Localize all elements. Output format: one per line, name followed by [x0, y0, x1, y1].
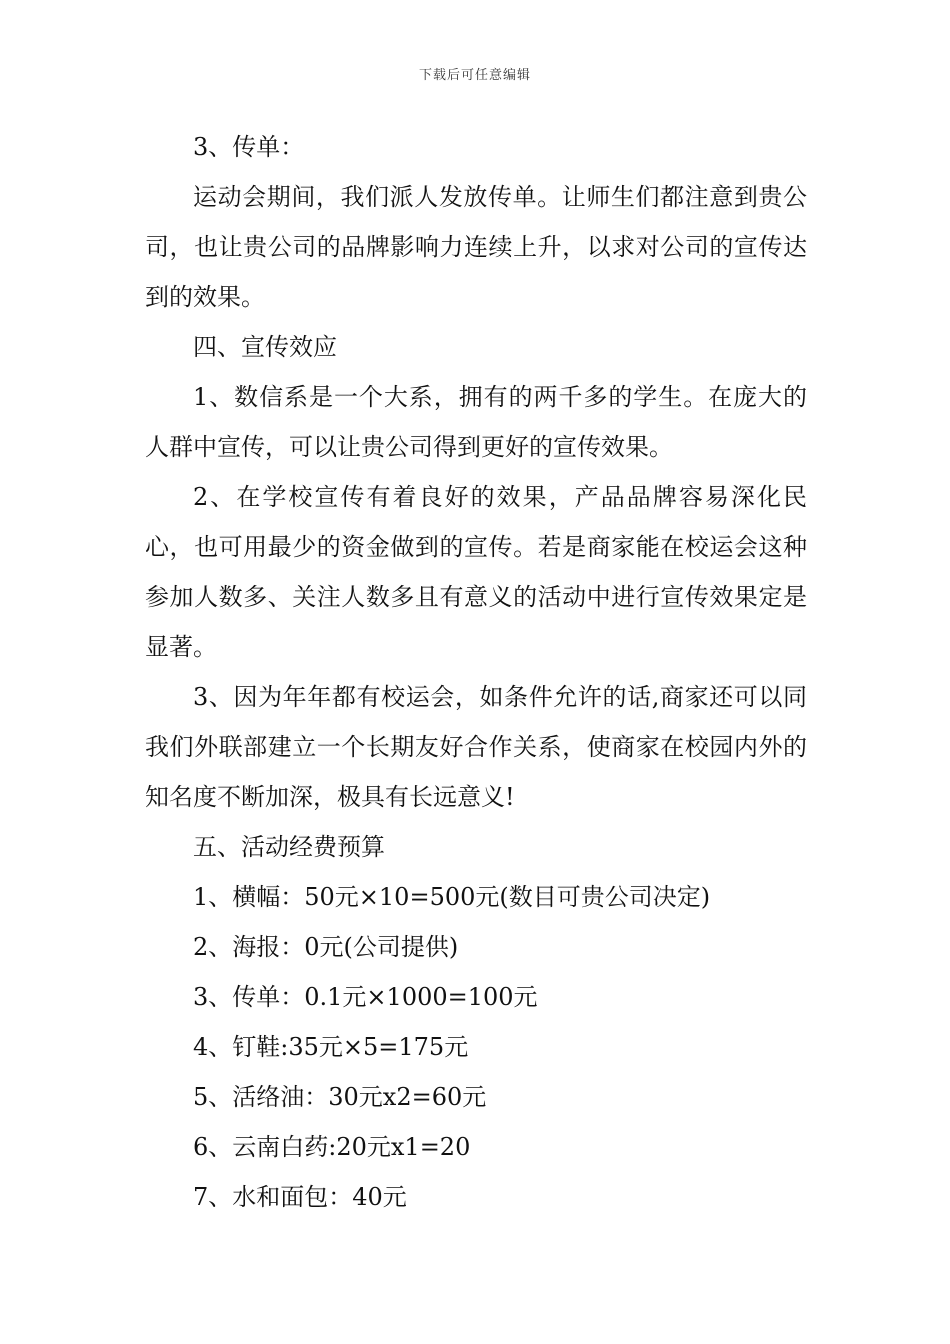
- section-heading-publicity-effect: 四、宣传效应: [193, 333, 337, 361]
- budget-item-water-bread: 7、水和面包：40元: [193, 1183, 407, 1211]
- budget-item-oil: 5、活络油：30元x2=60元: [193, 1083, 487, 1111]
- budget-item-spikes: 4、钉鞋:35元×5=175元: [193, 1033, 469, 1061]
- budget-item-poster: 2、海报：0元(公司提供): [193, 933, 459, 961]
- paragraph-effect-1: 1、数信系是一个大系，拥有的两千多的学生。在庞大的人群中宣传，可以让贵公司得到更好的宣传效果。: [145, 383, 807, 461]
- paragraph-effect-2: 2、在学校宣传有着良好的效果，产品品牌容易深化民心，也可用最少的资金做到的宣传。若是商家能在校运会这种参加人数多、关注人数多且有意义的活动中进行宣传效果定是显著。: [145, 483, 807, 661]
- budget-item-banner: 1、横幅：50元×10=500元(数目可贵公司决定): [193, 883, 711, 911]
- paragraph-effect-3: 3、因为年年都有校运会，如条件允许的话,商家还可以同我们外联部建立一个长期友好合作关系，使商家在校园内外的知名度不断加深，极具有长远意义!: [145, 683, 807, 811]
- budget-item-flyer: 3、传单：0.1元×1000=100元: [193, 983, 538, 1011]
- budget-item-baiyao: 6、云南白药:20元x1=20: [193, 1133, 471, 1161]
- section-heading-budget: 五、活动经费预算: [193, 833, 385, 861]
- paragraph-flyers: 运动会期间，我们派人发放传单。让师生们都注意到贵公司，也让贵公司的品牌影响力连续上升，以求对公司的宣传达到的效果。: [145, 183, 807, 311]
- document-body: [145, 122, 807, 1222]
- page-header-note: 下载后可任意编辑: [418, 68, 531, 83]
- section-heading-flyers: 3、传单：: [193, 133, 305, 161]
